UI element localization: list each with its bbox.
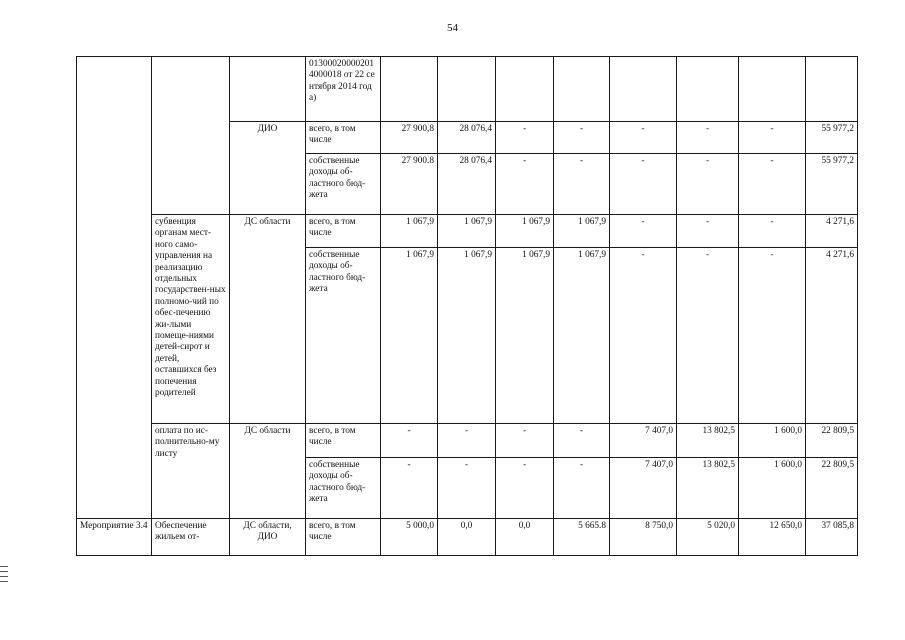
responsible-cell [230, 57, 306, 122]
value-cell: 7 407,0 [610, 424, 677, 458]
value-cell: 1 067,9 [496, 248, 554, 424]
event-cell [77, 57, 152, 519]
value-cell: - [677, 248, 739, 424]
total-cell: 55 977,2 [806, 154, 858, 215]
budget-table [76, 56, 858, 556]
value-cell: - [554, 424, 610, 458]
responsible-cell: ДИО [230, 122, 306, 215]
funding-type: всего, в том числе [306, 215, 381, 248]
value-cell: - [554, 122, 610, 154]
value-cell: - [554, 458, 610, 519]
value-cell: 0,0 [438, 519, 496, 556]
value-cell: 8 750,0 [610, 519, 677, 556]
value-cell: 27 900.8 [381, 154, 438, 215]
page-number: 54 [447, 22, 458, 34]
value-cell: 1 067,9 [438, 248, 496, 424]
funding-type: всего, в том числе [306, 519, 381, 556]
value-cell: - [677, 154, 739, 215]
value-cell: 28 076,4 [438, 154, 496, 215]
binding-marks [0, 566, 8, 586]
value-cell: - [496, 424, 554, 458]
value-cell: 1 067,9 [438, 215, 496, 248]
value-cell: 5 000,0 [381, 519, 438, 556]
value-cell: 7 407,0 [610, 458, 677, 519]
responsible-cell: ДС области [230, 215, 306, 424]
value-cell: - [496, 154, 554, 215]
table-row [77, 57, 858, 122]
value-cell: 1 067,9 [381, 248, 438, 424]
value-cell: - [381, 424, 438, 458]
value-cell: - [496, 122, 554, 154]
value-cell: 13 802,5 [677, 458, 739, 519]
value-cell: 5 020,0 [677, 519, 739, 556]
value-cell: - [496, 458, 554, 519]
total-cell: 4 271,6 [806, 215, 858, 248]
event-cell: Мероприятие 3.4 [77, 519, 152, 556]
activity-cell: оплата по ис-полнительно-му листу [152, 424, 230, 519]
value-cell: - [739, 154, 806, 215]
value-cell: 27 900,8 [381, 122, 438, 154]
activity-cell: Обеспечение жильем от- [152, 519, 230, 556]
table-row [77, 215, 858, 248]
value-cell: - [610, 122, 677, 154]
value-cell: 5 665.8 [554, 519, 610, 556]
funding-type: собственные доходы об-ластного бюд-жета [306, 458, 381, 519]
funding-type: собственные доходы об-ластного бюд-жета [306, 154, 381, 215]
value-cell: - [438, 458, 496, 519]
total-cell: 22 809,5 [806, 424, 858, 458]
funding-type: собственные доходы об-ластного бюд-жета [306, 248, 381, 424]
total-cell: 22 809,5 [806, 458, 858, 519]
document-reference: 013000200002014000018 от 22 сентября 2014 года) [306, 57, 381, 122]
value-cell: - [610, 154, 677, 215]
value-cell: 1 067,9 [554, 215, 610, 248]
value-cell: 13 802,5 [677, 424, 739, 458]
value-cell: - [739, 215, 806, 248]
value-cell: - [677, 215, 739, 248]
value-cell: - [438, 424, 496, 458]
value-cell: - [739, 122, 806, 154]
activity-cell [152, 57, 230, 215]
funding-type: всего, в том числе [306, 122, 381, 154]
value-cell: 1 067,9 [381, 215, 438, 248]
value-cell: - [610, 215, 677, 248]
value-cell: - [554, 154, 610, 215]
funding-type: всего, в том числе [306, 424, 381, 458]
responsible-cell: ДС области [230, 424, 306, 519]
total-cell: 37 085,8 [806, 519, 858, 556]
value-cell: 1 067,9 [496, 215, 554, 248]
value-cell: - [677, 122, 739, 154]
value-cell: 12 650,0 [739, 519, 806, 556]
value-cell: 1 067,9 [554, 248, 610, 424]
table-row [77, 424, 858, 458]
value-cell: 28 076,4 [438, 122, 496, 154]
table-row [77, 519, 858, 556]
value-cell: - [381, 458, 438, 519]
total-cell: 55 977,2 [806, 122, 858, 154]
value-cell: - [610, 248, 677, 424]
responsible-cell: ДС области, ДИО [230, 519, 306, 556]
value-cell: 1 600,0 [739, 424, 806, 458]
value-cell: 1 600,0 [739, 458, 806, 519]
activity-cell: субвенция органам мест-ного само-управления на реализацию отдельных государствен-ных полномо-чий по обес-печению жи-лыми помеще-ниями детей-сирот и детей, оставшихся без попечения родителей [152, 215, 230, 424]
value-cell: 0,0 [496, 519, 554, 556]
value-cell: - [739, 248, 806, 424]
total-cell: 4 271,6 [806, 248, 858, 424]
